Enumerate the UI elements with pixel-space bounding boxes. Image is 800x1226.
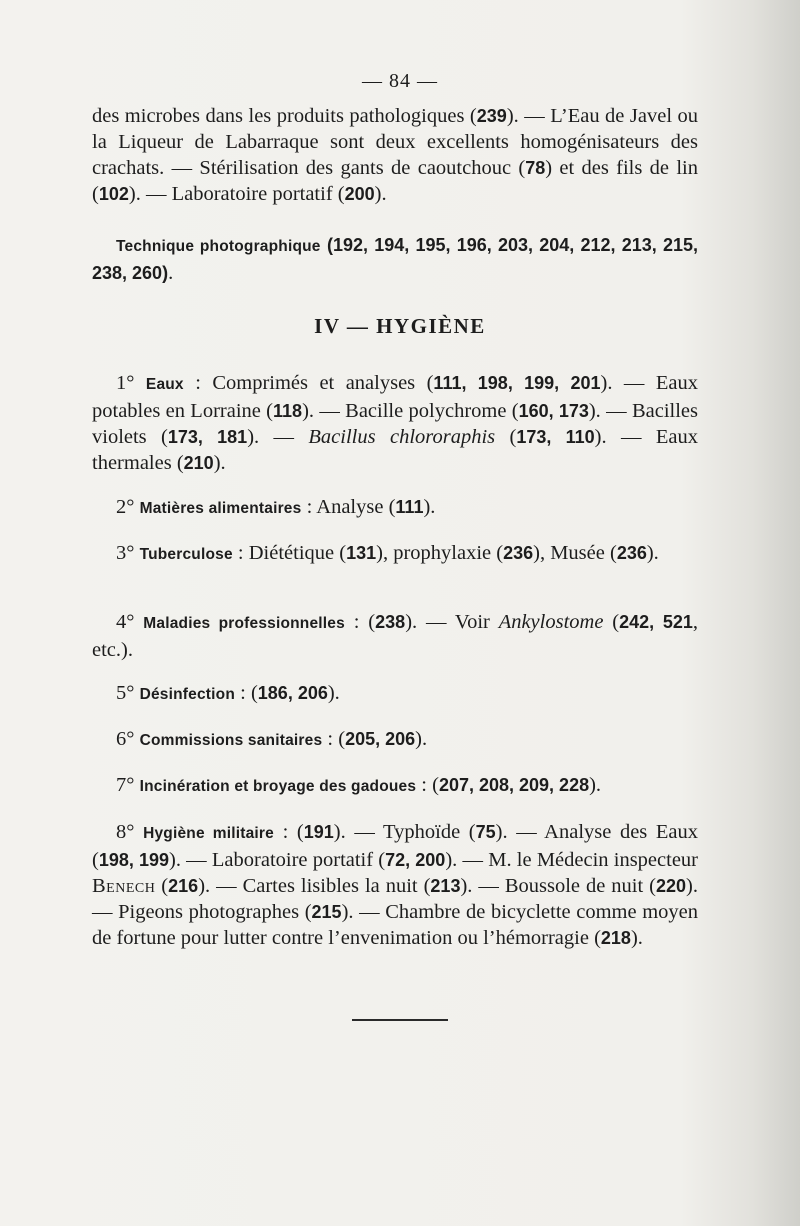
text-run: ). [374,183,387,205]
text-run: ). [423,496,436,518]
reference-number: 131 [346,543,377,563]
item-incineration [92,772,698,800]
reference-number: 111 [395,497,424,517]
italic-term: Bacillus chlororaphis [308,426,496,448]
item-tuberculose [92,540,698,568]
item-number: 1° [116,372,135,394]
text-run: : ( [273,821,304,843]
reference-number: (192, 194, 195, 196, 203, 204, 212, 213, 215, 238, 260) [92,235,698,283]
reference-number: 186, 206 [257,683,328,703]
text-run: ). — Pigeons photographes ( [92,875,698,923]
text-run: ). [589,774,602,796]
closing-rule [352,1019,448,1021]
entry-heading: Technique photographique [116,238,321,255]
reference-number: 200 [344,184,375,204]
entry-heading: Commissions sanitaires [139,732,323,749]
entry-heading: Désinfection [139,686,235,703]
reference-number: 216 [168,876,199,896]
text-run: ). [415,728,428,750]
reference-number: 213 [430,876,461,896]
text-run: , etc.). [92,611,698,661]
paragraph-sterilisation [92,103,698,207]
reference-number: 102 [98,184,129,204]
item-number: 6° [116,728,135,750]
reference-number: 198, 199 [98,850,169,870]
reference-number: 236 [503,543,534,563]
text-run: ). [327,682,340,704]
item-commissions-sanitaires [92,726,698,754]
item-eaux [92,370,698,476]
text-run: : Analyse ( [301,496,396,518]
reference-number: 191 [303,822,334,842]
text-run: ). — Eaux potables en Lorraine ( [92,372,698,422]
text-run: ), Musée ( [533,542,617,564]
text-run: ). — L’Eau de Javel ou la Liqueur de Labarraque sont deux excellents homogénisateurs des crachats. — Stérilisation des gants de caoutchouc ( [92,105,698,179]
text-run: ) et des fils de lin ( [92,157,698,205]
item-number: 4° [116,611,135,633]
reference-number: 118 [273,401,303,421]
item-number: 3° [116,542,135,564]
reference-number: 72, 200 [385,850,446,870]
item-maladies-professionnelles [92,609,698,663]
text-run: ). [213,452,226,474]
item-number: 7° [116,774,135,796]
text-run: ). — M. le Médecin inspecteur [445,849,699,871]
item-number: 2° [116,496,135,518]
text-run: ). — Bacille polychrome ( [302,400,519,422]
person-name: Benech [92,875,156,897]
reference-number: 111, 198, 199, 201 [433,373,601,393]
reference-number: 160, 173 [518,401,589,421]
paragraph-technique-photographique [92,232,698,286]
reference-number: 210 [183,453,214,473]
text-run: ). — Chambre de bicyclette comme moyen de fortune pour lutter contre l’envenimation ou l’hémorragie ( [92,901,698,949]
italic-term: Ankylostome [498,611,604,633]
item-hygiene-militaire [92,819,698,951]
text-run: ). [630,927,643,949]
text-run: : ( [235,682,258,704]
reference-number: 236 [616,543,647,563]
reference-number: 207, 208, 209, 228 [438,775,590,795]
reference-number: 75 [475,822,496,842]
entry-heading: Eaux [145,376,184,393]
entry-heading: Incinération et broyage des gadoues [139,778,417,795]
text-run: : Diététique ( [232,542,347,564]
text-run: ( [155,875,169,897]
text-run: ( [603,611,620,633]
text-run: : Comprimés et analyses ( [183,372,434,394]
section-title: IV — HYGIÈNE [314,314,486,338]
text-run: ). — Bacilles violets ( [92,400,698,448]
reference-number: 242, 521 [619,612,693,632]
text-run: : ( [416,774,439,796]
text-run: ). — Voir [405,611,499,633]
text-run: ). — Typhoïde ( [333,821,476,843]
entry-heading: Matières alimentaires [139,500,302,517]
reference-number: 239 [476,106,507,126]
text-run: : ( [344,611,376,633]
entry-heading: Hygiène militaire [143,825,274,842]
entry-heading: Maladies professionnelles [143,615,345,632]
item-desinfection [92,680,698,708]
text-run: : ( [322,728,346,750]
reference-number: 173, 181 [167,427,248,447]
reference-number: 238 [375,612,406,632]
reference-number: 220 [656,876,687,896]
reference-number: 205, 206 [345,729,416,749]
text-run: ). — Boussole de nuit ( [460,875,656,897]
text-run: ). — Laboratoire portatif ( [128,183,345,205]
text-run: ( [495,426,517,448]
reference-number: 173, 110 [516,427,595,447]
text-run: ). — Laboratoire portatif ( [169,849,386,871]
text-run: ). — Analyse des Eaux ( [92,821,699,871]
item-matieres-alimentaires [92,494,698,522]
item-number: 5° [116,682,135,704]
text-run: ). [646,542,659,564]
reference-number: 218 [600,928,631,948]
text-run: des microbes dans les produits pathologiques ( [92,105,477,127]
text-run: ), prophylaxie ( [376,542,504,564]
text-run: ). — Cartes lisibles la nuit ( [198,875,431,897]
text-run: ). — [247,426,309,448]
text-run: . [168,262,174,284]
text-run: ). — Eaux thermales ( [92,426,698,474]
entry-heading: Tuberculose [139,546,233,563]
reference-number: 78 [525,158,546,178]
page-number: — 84 — [362,70,438,92]
reference-number: 215 [311,902,342,922]
item-number: 8° [116,821,135,843]
